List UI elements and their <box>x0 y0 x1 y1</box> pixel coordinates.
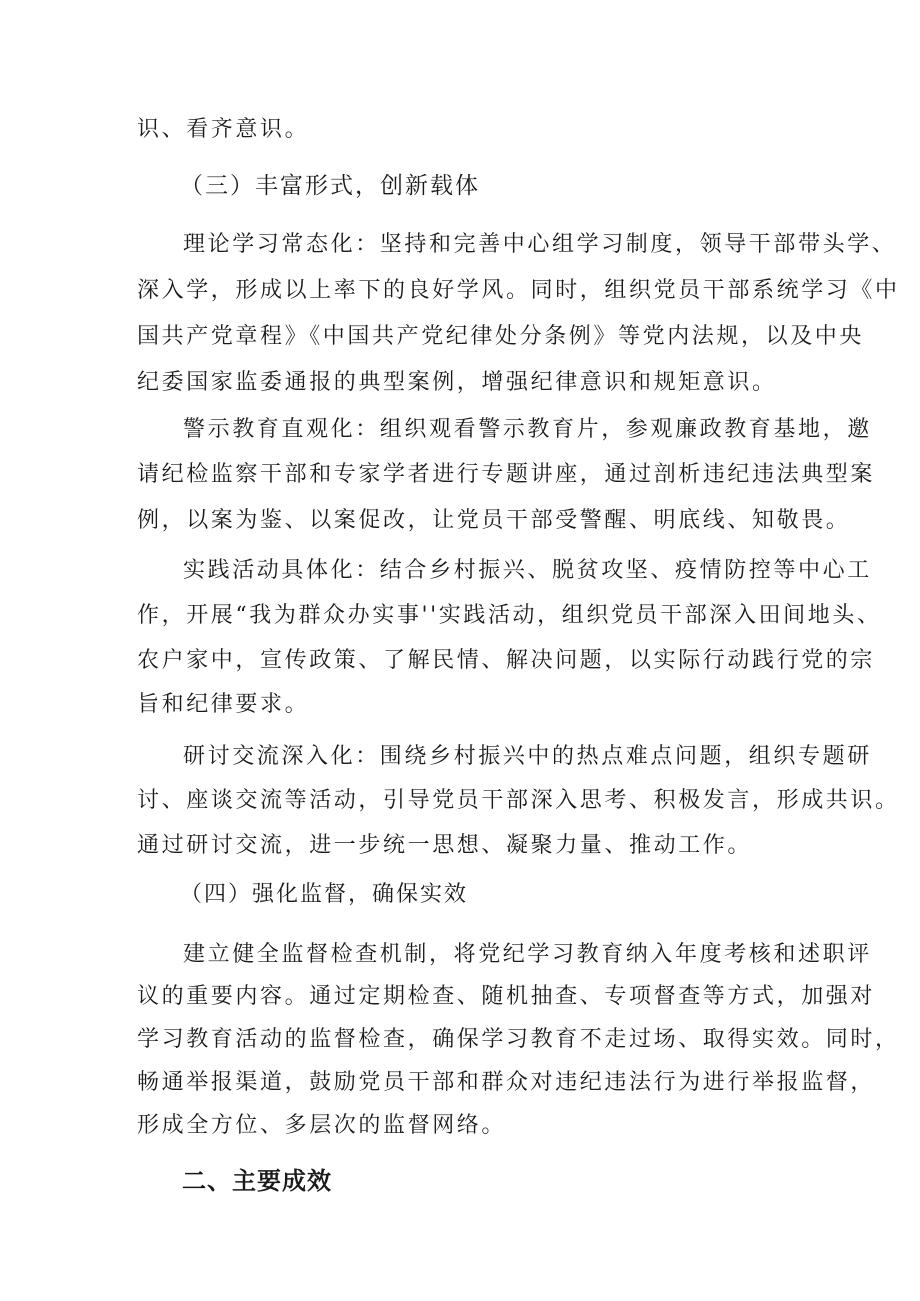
text-line: 学习教育活动的监督检查，确保学习教育不走过场、取得实效。同时， <box>137 1027 900 1052</box>
text-line: 农户家中，宣传政策、了解民情、解决问题，以实际行动践行党的宗 <box>137 648 876 673</box>
text-line: 深入学，形成以上率下的良好学风。同时，组织党员干部系统学习《中 <box>137 278 900 303</box>
text-line: 理论学习常态化：坚持和完善中心组学习制度，领导干部带头学、 <box>183 232 897 257</box>
text-line: 例，以案为鉴、以案促改，让党员干部受警醒、明底线、知敬畏。 <box>137 508 851 533</box>
section-heading-4: （四）强化监督，确保实效 <box>180 882 469 907</box>
text-line: 讨、座谈交流等活动，引导党员干部深入思考、积极发言，形成共识。 <box>137 788 900 813</box>
text-line: 通过研讨交流，进一步统一思想、凝聚力量、推动工作。 <box>137 833 753 858</box>
text-line: 形成全方位、多层次的监督网络。 <box>137 1113 507 1138</box>
text-line: 实践活动具体化：结合乡村振兴、脱贫攻坚、疫情防控等中心工 <box>183 558 872 583</box>
paragraph-fragment: 识、看齐意识。 <box>137 117 310 142</box>
text-line: 旨和纪律要求。 <box>137 692 310 717</box>
text-line: 议的重要内容。通过定期检查、随机抽查、专项督查等方式，加强对 <box>137 984 876 1009</box>
text-line: 警示教育直观化：组织观看警示教育片，参观廉政教育基地，邀 <box>183 417 872 442</box>
text-line: 国共产党章程》《中国共产党纪律处分条例》等党内法规，以及中央 <box>137 324 865 349</box>
text-line: 研讨交流深入化：围绕乡村振兴中的热点难点问题，组织专题研 <box>183 744 872 769</box>
text-line: 畅通举报渠道，鼓励党员干部和群众对违纪违法行为进行举报监督， <box>137 1070 876 1095</box>
text-line: 建立健全监督检查机制，将党纪学习教育纳入年度考核和述职评 <box>183 942 872 967</box>
section-heading-3: （三）丰富形式，创新载体 <box>180 173 480 199</box>
text-line: 纪委国家监委通报的典型案例，增强纪律意识和规矩意识。 <box>137 370 777 395</box>
text-line: 作，开展“我为群众办实事''实践活动，组织党员干部深入田间地头、 <box>137 603 882 628</box>
chapter-heading: 二、主要成效 <box>182 1167 332 1195</box>
text-line: 请纪检监察干部和专家学者进行专题讲座，通过剖析违纪违法典型案 <box>137 462 876 487</box>
